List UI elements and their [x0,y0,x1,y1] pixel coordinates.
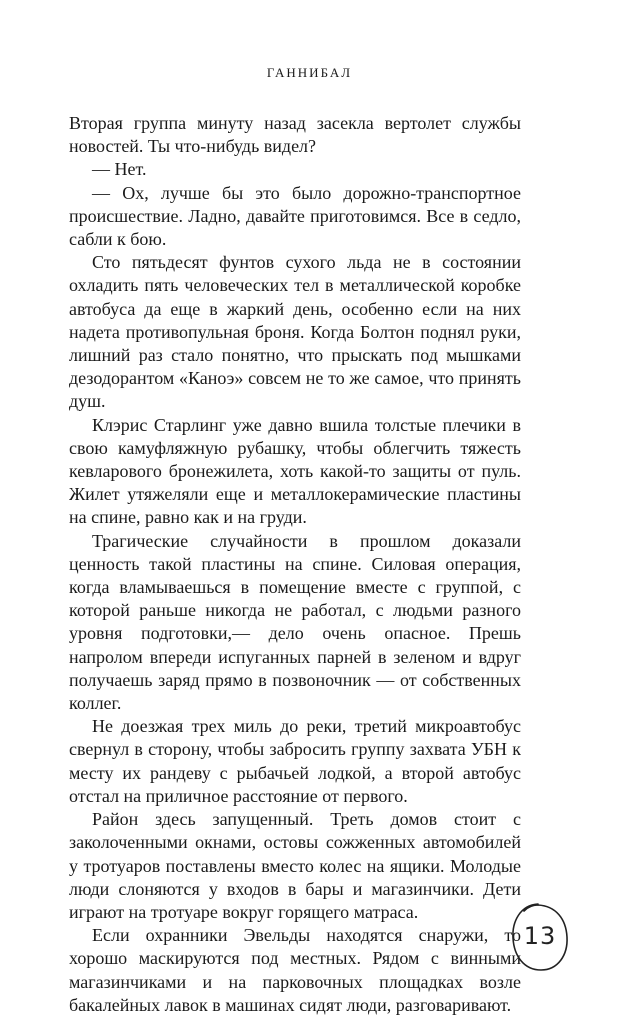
paragraph: — Нет. [92,159,147,180]
running-title: ГАННИБАЛ [266,65,353,80]
page-number: 13 [523,922,557,950]
paragraph: Трагические случайности в прошлом доказали ценность такой пластины на спине. Силовая операция, когда вламываешься в помещение вместе с группой, с которой раньше никогда не работал, с людьми разного уровня подготовки,— дело очень опасное. Прешь напролом впереди испуганных парней в зеленом и вдруг получаешь заряд прямо в позвоночник — от собственных коллег. [69,530,521,714]
paragraph: Клэрис Старлинг уже давно вшила толстые плечики в свою камуфляжную рубашку, чтобы облегчить тяжесть кевларового бронежилета, хоть какой-то защиты от пуль. Жилет утяжеляли еще и металлокерамические пластины на спине, равно как и на груди. [69,414,521,528]
body-text [69,112,521,1017]
paragraph: Вторая группа минуту назад засекла вертолет службы новостей. Ты что-нибудь видел? [69,113,521,157]
paragraph: Район здесь запущенный. Треть домов стоит с заколоченными окнами, остовы сожженных автомобилей у тротуаров поставлены вместо колес на ящики. Молодые люди слоняются у входов в бары и магазинчики. Дети играют на тротуаре вокруг горящего матраса. [69,809,521,922]
paragraph: Если охранники Эвельды находятся снаружи, то хорошо маскируются под местных. Рядом с винными магазинчиками и на парковочных площадках возле бакалейных лавок в машинах сидят люди, разговаривают. [69,925,521,1015]
paragraph: Не доезжая трех миль до реки, третий микроавтобус свернул в сторону, чтобы забросить группу захвата УБН к месту их рандеву с рыбачьей лодкой, а второй автобус отстал на приличное расстояние от первого. [69,716,521,806]
page-number-circle [508,900,572,974]
paragraph: — Ох, лучше бы это было дорожно-транспортное происшествие. Ладно, давайте приготовимся. Все в седло, сабли к бою. [69,182,521,250]
paragraph: Сто пятьдесят фунтов сухого льда не в состоянии охладить пять человеческих тел в металлической коробке автобуса да еще в жаркий день, особенно если на них надета противопульная броня. Когда Болтон поднял руки, лишний раз стало понятно, что прыскать под мышками дезодорантом «Каноэ» совсем не то же самое, что принять душ. [69,252,521,412]
